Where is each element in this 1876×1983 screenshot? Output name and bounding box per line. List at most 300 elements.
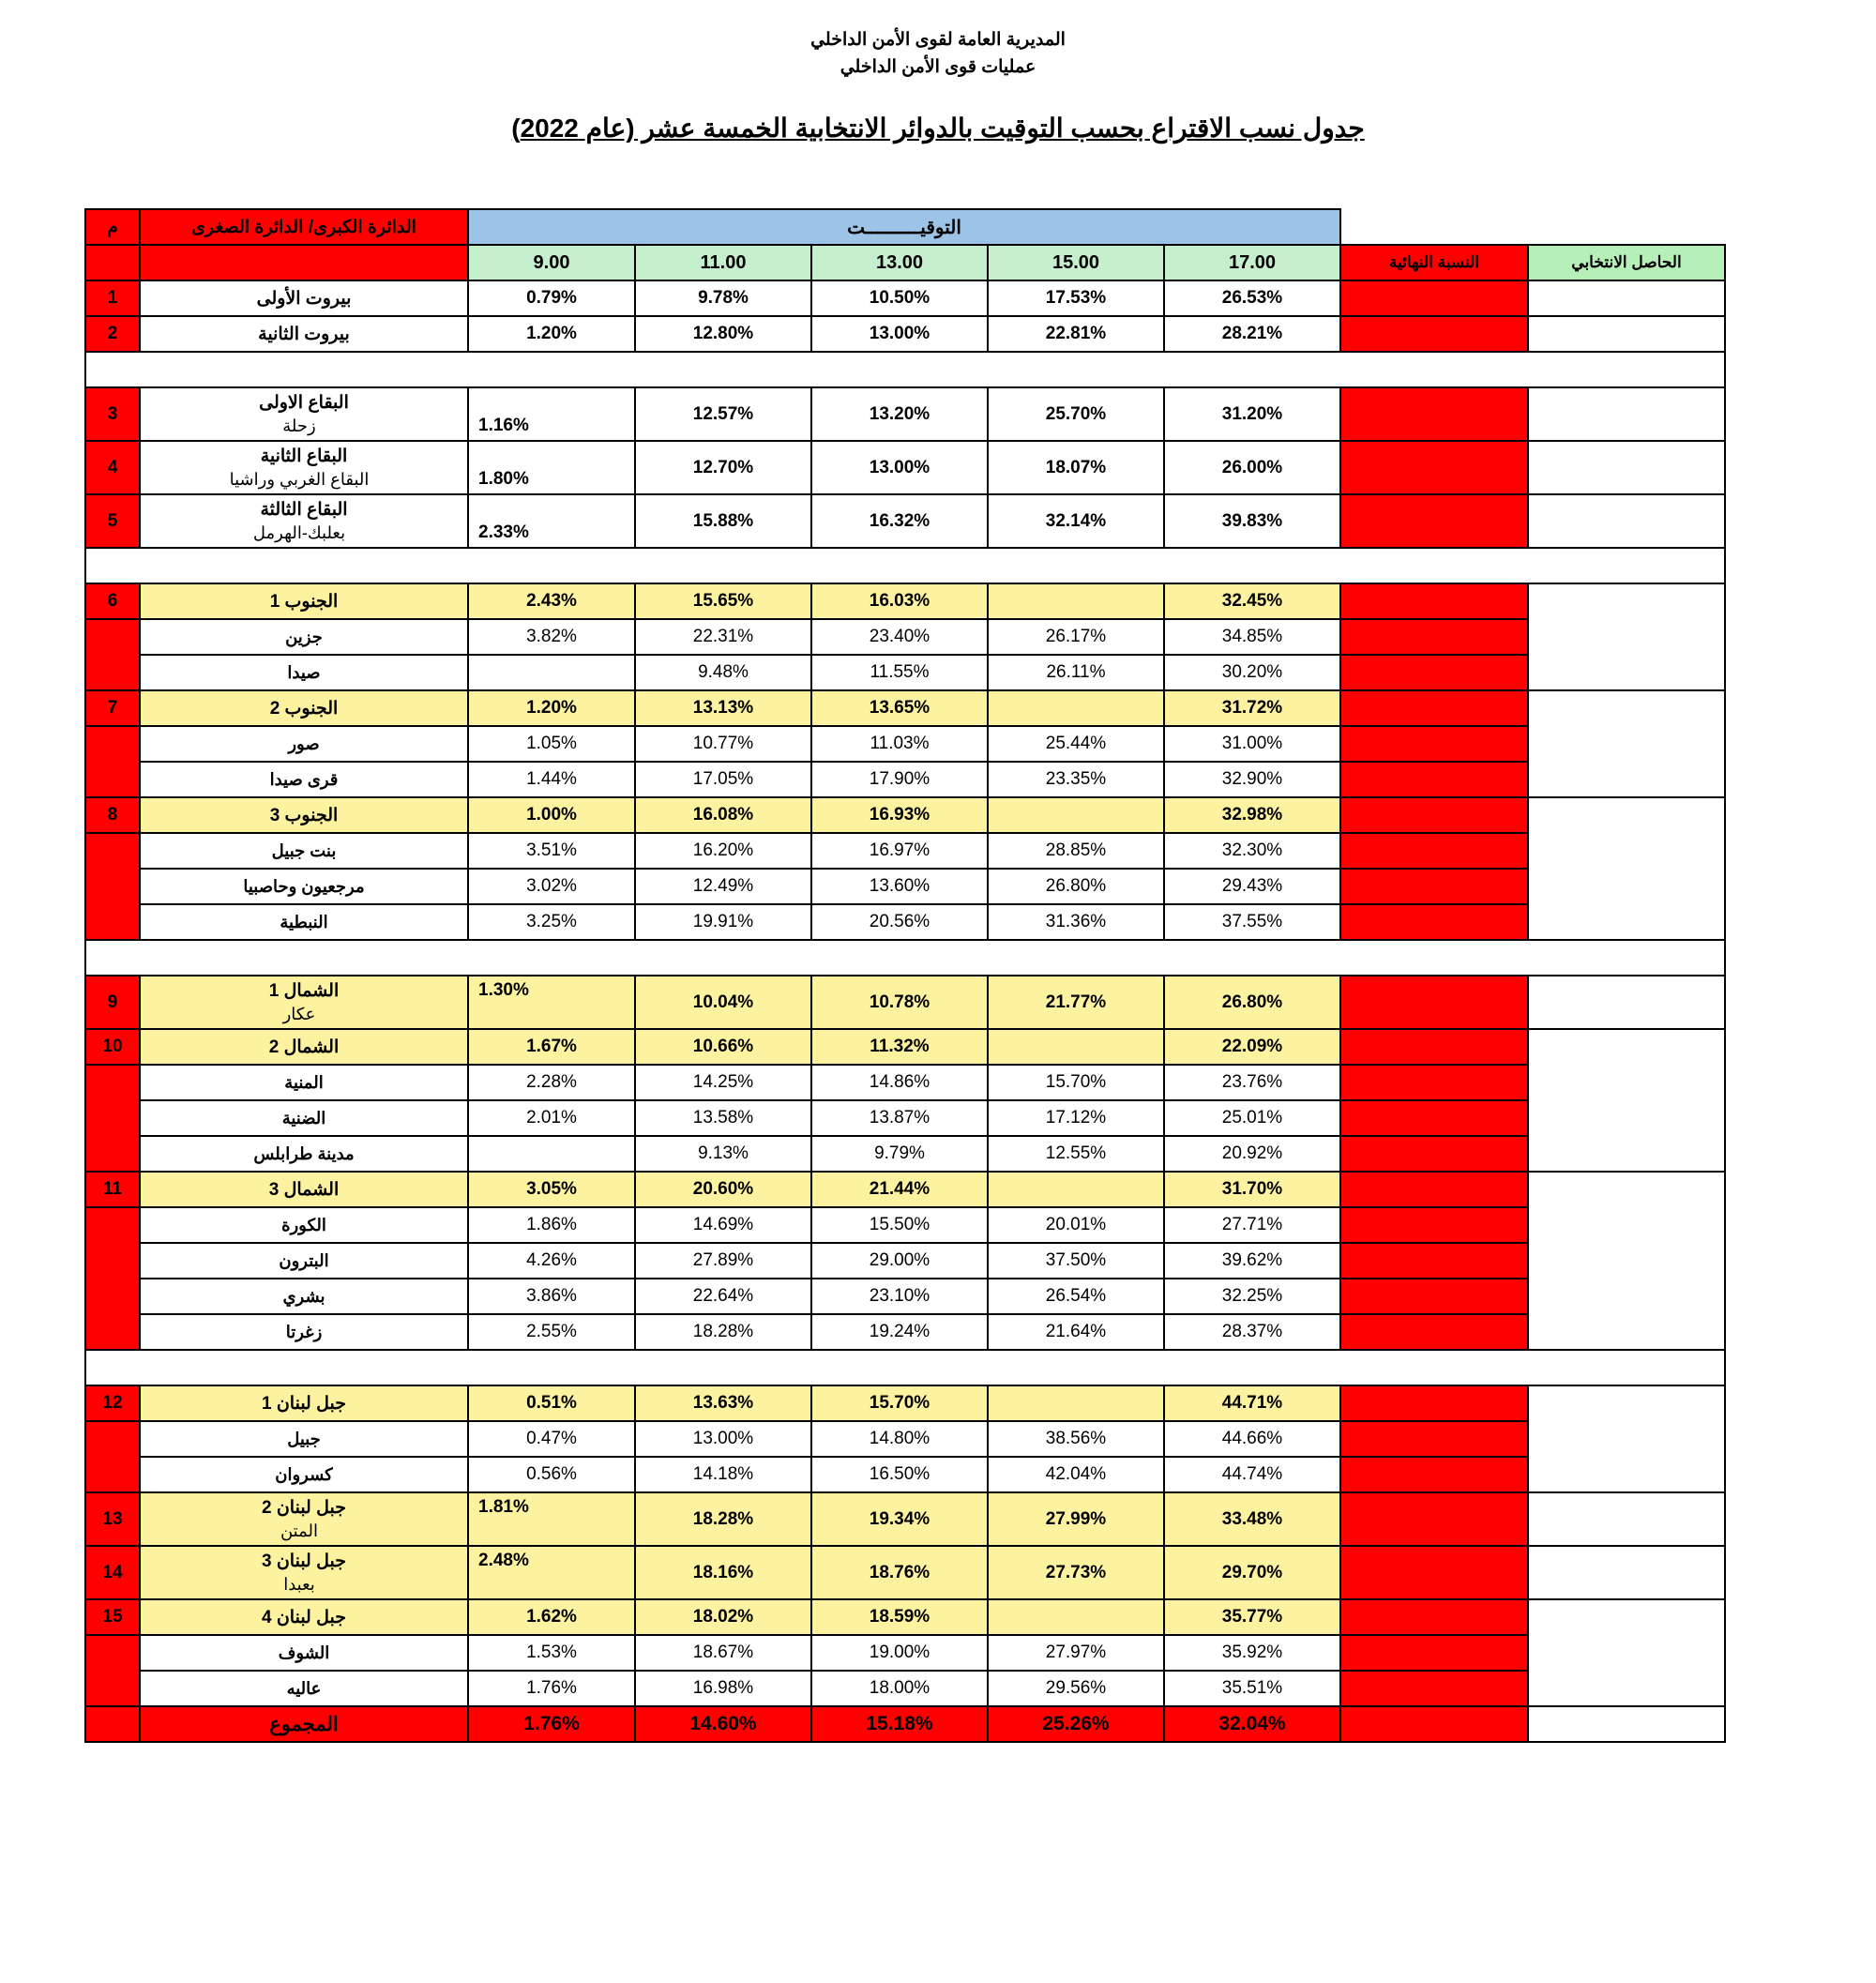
quota-cell <box>1528 1029 1725 1172</box>
value-t9 <box>468 655 635 690</box>
value-t11: 22.31% <box>635 619 811 655</box>
district-name: البقاع الاولى <box>259 392 349 413</box>
final-cell <box>1340 1421 1528 1457</box>
value-t13: 19.24% <box>811 1314 988 1350</box>
value-t11: 10.77% <box>635 726 811 762</box>
value-t9: 3.02% <box>468 869 635 904</box>
value-t17: 26.53% <box>1164 280 1340 316</box>
final-cell <box>1340 619 1528 655</box>
group-separator <box>85 1350 1725 1385</box>
table-row <box>85 441 1725 494</box>
final-cell <box>1340 904 1528 940</box>
value-t17: 34.85% <box>1164 619 1340 655</box>
final-cell <box>1340 316 1528 352</box>
value-t15: 32.14% <box>988 494 1164 548</box>
row-index-continued <box>85 619 140 690</box>
page-title: جدول نسب الاقتراع بحسب التوقيت بالدوائر الانتخابية الخمسة عشر (عام 2022) <box>511 114 1365 143</box>
table-row <box>85 1635 1725 1671</box>
value-t13: 15.50% <box>811 1207 988 1243</box>
value-t11: 9.13% <box>635 1136 811 1172</box>
row-index-continued <box>85 726 140 797</box>
value-t17: 37.55% <box>1164 904 1340 940</box>
value-t17: 20.92% <box>1164 1136 1340 1172</box>
value-t9: 1.00% <box>468 797 635 833</box>
value-t13: 16.32% <box>811 494 988 548</box>
row-index-continued <box>85 1421 140 1492</box>
sub-district-name: البترون <box>140 1243 468 1279</box>
value-t17: 32.90% <box>1164 762 1340 797</box>
value-t13: 14.80% <box>811 1421 988 1457</box>
value-t15: 25.70% <box>988 387 1164 441</box>
value-t15: 27.73% <box>988 1546 1164 1599</box>
org-line-2: عمليات قوى الأمن الداخلي <box>840 57 1036 78</box>
row-index: 6 <box>85 583 140 619</box>
value-t9: 1.53% <box>468 1635 635 1671</box>
table-row <box>85 1599 1725 1635</box>
value-t15: 28.85% <box>988 833 1164 869</box>
index-column-header: م <box>85 209 140 245</box>
value-t17: 25.01% <box>1164 1100 1340 1136</box>
quota-cell <box>1528 1492 1725 1546</box>
district-name-with-sub <box>140 976 468 1029</box>
index-column-header-2 <box>85 245 140 280</box>
table-row <box>85 1136 1725 1172</box>
table-row <box>85 1100 1725 1136</box>
value-t9: 1.05% <box>468 726 635 762</box>
value-t9: 0.51% <box>468 1385 635 1421</box>
value-t11: 12.80% <box>635 316 811 352</box>
time-header-9: 9.00 <box>468 245 635 280</box>
table-row <box>85 316 1725 352</box>
final-cell <box>1340 1029 1528 1065</box>
final-cell <box>1340 726 1528 762</box>
time-header-13: 13.00 <box>811 245 988 280</box>
quota-column-header: الحاصل الانتخابي <box>1528 245 1725 280</box>
value-t13: 11.55% <box>811 655 988 690</box>
row-index: 12 <box>85 1385 140 1421</box>
final-cell <box>1340 1314 1528 1350</box>
value-t11: 13.63% <box>635 1385 811 1421</box>
value-t11: 9.48% <box>635 655 811 690</box>
sub-district-name: مرجعيون وحاصبيا <box>140 869 468 904</box>
value-t17: 26.00% <box>1164 441 1340 494</box>
value-t13: 21.44% <box>811 1172 988 1207</box>
value-t9: 2.28% <box>468 1065 635 1100</box>
value-t17: 31.20% <box>1164 387 1340 441</box>
value-t13: 13.20% <box>811 387 988 441</box>
value-t13: 23.10% <box>811 1279 988 1314</box>
row-index-continued <box>85 1207 140 1350</box>
final-cell <box>1340 583 1528 619</box>
value-t15: 37.50% <box>988 1243 1164 1279</box>
value-t11: 22.64% <box>635 1279 811 1314</box>
value-t17: 44.74% <box>1164 1457 1340 1492</box>
final-cell <box>1340 1635 1528 1671</box>
quota-cell <box>1528 1599 1725 1706</box>
final-cell <box>1340 1279 1528 1314</box>
final-cell <box>1340 762 1528 797</box>
district-name: البقاع الثانية <box>260 446 348 466</box>
sub-district-name: بنت جبيل <box>140 833 468 869</box>
district-name-with-sub <box>140 1546 468 1599</box>
value-t9: 3.51% <box>468 833 635 869</box>
header-row-group <box>85 209 1725 245</box>
district-name-with-sub <box>140 441 468 494</box>
value-t17: 33.48% <box>1164 1492 1340 1546</box>
value-t17: 27.71% <box>1164 1207 1340 1243</box>
table-row <box>85 655 1725 690</box>
value-t15 <box>988 690 1164 726</box>
value-t15: 38.56% <box>988 1421 1164 1457</box>
value-t11: 13.00% <box>635 1421 811 1457</box>
value-t15: 12.55% <box>988 1136 1164 1172</box>
value-t11: 10.66% <box>635 1029 811 1065</box>
value-t13: 13.87% <box>811 1100 988 1136</box>
quota-cell <box>1528 1385 1725 1492</box>
quota-cell <box>1528 1546 1725 1599</box>
value-t9: 2.48% <box>468 1546 635 1599</box>
value-t13: 10.78% <box>811 976 988 1029</box>
value-t11: 16.08% <box>635 797 811 833</box>
table-row <box>85 690 1725 726</box>
value-t15 <box>988 1385 1164 1421</box>
value-t9: 2.43% <box>468 583 635 619</box>
sub-district-name: بعبدا <box>283 1575 315 1595</box>
quota-cell <box>1528 494 1725 548</box>
value-t17: 30.20% <box>1164 655 1340 690</box>
district-name: الجنوب 2 <box>140 690 468 726</box>
sub-district-name: جزين <box>140 619 468 655</box>
timing-group-header: التوقيــــــــــت <box>468 209 1340 245</box>
value-t11: 9.78% <box>635 280 811 316</box>
total-t13: 15.18% <box>811 1706 988 1742</box>
value-t15: 17.12% <box>988 1100 1164 1136</box>
district-name: جبل لبنان 4 <box>140 1599 468 1635</box>
final-cell <box>1340 1100 1528 1136</box>
value-t17: 28.21% <box>1164 316 1340 352</box>
value-t11: 18.02% <box>635 1599 811 1635</box>
value-t13: 20.56% <box>811 904 988 940</box>
district-name: بيروت الأولى <box>140 280 468 316</box>
value-t17: 35.77% <box>1164 1599 1340 1635</box>
district-column-header-2 <box>140 245 468 280</box>
row-index: 10 <box>85 1029 140 1065</box>
row-index: 15 <box>85 1599 140 1635</box>
final-cell <box>1340 690 1528 726</box>
district-name: جبل لبنان 1 <box>140 1385 468 1421</box>
district-name: الجنوب 3 <box>140 797 468 833</box>
sub-district-name: الضنية <box>140 1100 468 1136</box>
final-cell <box>1340 1599 1528 1635</box>
value-t15: 42.04% <box>988 1457 1164 1492</box>
value-t17: 32.30% <box>1164 833 1340 869</box>
table-row <box>85 1385 1725 1421</box>
value-t17: 39.62% <box>1164 1243 1340 1279</box>
value-t13: 13.00% <box>811 441 988 494</box>
value-t9: 1.44% <box>468 762 635 797</box>
value-t15: 23.35% <box>988 762 1164 797</box>
table-row <box>85 1671 1725 1706</box>
value-t13: 13.00% <box>811 316 988 352</box>
value-t13: 16.50% <box>811 1457 988 1492</box>
sub-district-name: جبيل <box>140 1421 468 1457</box>
district-name: الشمال 3 <box>140 1172 468 1207</box>
value-t11: 18.16% <box>635 1546 811 1599</box>
value-t15 <box>988 1599 1164 1635</box>
value-t15 <box>988 797 1164 833</box>
value-t17: 29.43% <box>1164 869 1340 904</box>
value-t13: 29.00% <box>811 1243 988 1279</box>
table-row <box>85 797 1725 833</box>
row-index-continued <box>85 833 140 940</box>
value-t13: 18.76% <box>811 1546 988 1599</box>
table-row <box>85 1172 1725 1207</box>
sub-district-name: زغرتا <box>140 1314 468 1350</box>
sub-district-name: بشري <box>140 1279 468 1314</box>
value-t13: 19.00% <box>811 1635 988 1671</box>
value-t11: 16.20% <box>635 833 811 869</box>
value-t11: 15.65% <box>635 583 811 619</box>
total-t17: 32.04% <box>1164 1706 1340 1742</box>
value-t13: 16.97% <box>811 833 988 869</box>
table-row <box>85 869 1725 904</box>
value-t15: 21.64% <box>988 1314 1164 1350</box>
value-t13: 19.34% <box>811 1492 988 1546</box>
row-index-continued <box>85 1635 140 1706</box>
final-cell <box>1340 494 1528 548</box>
sub-district-name: زحلة <box>282 416 316 436</box>
value-t9: 3.05% <box>468 1172 635 1207</box>
table-row <box>85 1207 1725 1243</box>
district-name: جبل لبنان 2 <box>261 1497 346 1518</box>
table-row <box>85 1243 1725 1279</box>
value-t9: 1.62% <box>468 1599 635 1635</box>
voting-percentage-table <box>84 208 1726 1743</box>
total-row <box>85 1706 1725 1742</box>
group-separator <box>85 548 1725 583</box>
table-row <box>85 1029 1725 1065</box>
value-t11: 10.04% <box>635 976 811 1029</box>
table-row <box>85 583 1725 619</box>
table-row <box>85 762 1725 797</box>
district-name: البقاع الثالثة <box>260 499 348 520</box>
table-row <box>85 1457 1725 1492</box>
quota-cell <box>1528 976 1725 1029</box>
district-name-with-sub <box>140 387 468 441</box>
final-cell <box>1340 797 1528 833</box>
value-t15: 26.54% <box>988 1279 1164 1314</box>
value-t15: 26.11% <box>988 655 1164 690</box>
group-separator <box>85 940 1725 976</box>
value-t11: 15.88% <box>635 494 811 548</box>
quota-cell <box>1528 441 1725 494</box>
value-t13: 10.50% <box>811 280 988 316</box>
final-cell <box>1340 1136 1528 1172</box>
value-t9: 3.25% <box>468 904 635 940</box>
value-t17: 26.80% <box>1164 976 1340 1029</box>
sub-district-name: قرى صيدا <box>140 762 468 797</box>
value-t13: 11.32% <box>811 1029 988 1065</box>
sub-district-name: صيدا <box>140 655 468 690</box>
value-t11: 14.18% <box>635 1457 811 1492</box>
district-name-with-sub <box>140 1492 468 1546</box>
value-t11: 27.89% <box>635 1243 811 1279</box>
row-index: 1 <box>85 280 140 316</box>
organization-header <box>694 26 1182 82</box>
value-t11: 14.69% <box>635 1207 811 1243</box>
value-t15: 31.36% <box>988 904 1164 940</box>
value-t15: 25.44% <box>988 726 1164 762</box>
value-t9: 4.26% <box>468 1243 635 1279</box>
table-row <box>85 976 1725 1029</box>
value-t9: 1.76% <box>468 1671 635 1706</box>
final-column-header: النسبة النهائية <box>1340 245 1528 280</box>
value-t11: 14.25% <box>635 1065 811 1100</box>
district-column-header: الدائرة الكبرى/ الدائرة الصغرى <box>140 209 468 245</box>
total-t9: 1.76% <box>468 1706 635 1742</box>
spacer-cell-quota <box>1528 209 1725 245</box>
value-t13: 11.03% <box>811 726 988 762</box>
value-t17: 35.92% <box>1164 1635 1340 1671</box>
sub-district-name: البقاع الغربي وراشيا <box>229 470 370 490</box>
final-cell <box>1340 1706 1528 1742</box>
value-t17: 22.09% <box>1164 1029 1340 1065</box>
quota-cell <box>1528 280 1725 316</box>
final-cell <box>1340 655 1528 690</box>
org-line-1: المديرية العامة لقوى الأمن الداخلي <box>810 30 1066 50</box>
total-t15: 25.26% <box>988 1706 1164 1742</box>
sub-district-name: صور <box>140 726 468 762</box>
table-row <box>85 1065 1725 1100</box>
value-t13: 13.60% <box>811 869 988 904</box>
value-t13: 16.93% <box>811 797 988 833</box>
table-row <box>85 1421 1725 1457</box>
value-t17: 31.72% <box>1164 690 1340 726</box>
final-cell <box>1340 1243 1528 1279</box>
district-name: جبل لبنان 3 <box>261 1551 346 1571</box>
table-body-south <box>85 583 1725 976</box>
spacer-cell-final <box>1340 209 1528 245</box>
value-t9: 1.16% <box>468 387 635 441</box>
final-cell <box>1340 1207 1528 1243</box>
final-cell <box>1340 1172 1528 1207</box>
value-t11: 18.28% <box>635 1492 811 1546</box>
row-index: 8 <box>85 797 140 833</box>
value-t17: 32.98% <box>1164 797 1340 833</box>
value-t13: 17.90% <box>811 762 988 797</box>
quota-cell <box>1528 1706 1725 1742</box>
value-t17: 23.76% <box>1164 1065 1340 1100</box>
value-t9: 0.47% <box>468 1421 635 1457</box>
final-cell <box>1340 1457 1528 1492</box>
value-t11: 17.05% <box>635 762 811 797</box>
value-t15: 15.70% <box>988 1065 1164 1100</box>
table-row <box>85 904 1725 940</box>
final-cell <box>1340 1385 1528 1421</box>
quota-cell <box>1528 1172 1725 1350</box>
value-t15: 26.17% <box>988 619 1164 655</box>
total-label: المجموع <box>140 1706 468 1742</box>
value-t17: 44.66% <box>1164 1421 1340 1457</box>
value-t9: 2.01% <box>468 1100 635 1136</box>
value-t11: 16.98% <box>635 1671 811 1706</box>
value-t17: 32.25% <box>1164 1279 1340 1314</box>
value-t9: 1.67% <box>468 1029 635 1065</box>
table-body-bekaa <box>85 387 1725 583</box>
final-cell <box>1340 1492 1528 1546</box>
quota-cell <box>1528 583 1725 690</box>
row-index: 9 <box>85 976 140 1029</box>
sub-district-name: الشوف <box>140 1635 468 1671</box>
time-header-11: 11.00 <box>635 245 811 280</box>
table-row <box>85 494 1725 548</box>
district-name: بيروت الثانية <box>140 316 468 352</box>
row-index-continued <box>85 1065 140 1172</box>
row-index: 7 <box>85 690 140 726</box>
table-body-north <box>85 976 1725 1385</box>
value-t15: 20.01% <box>988 1207 1164 1243</box>
value-t9: 1.80% <box>468 441 635 494</box>
quota-cell <box>1528 387 1725 441</box>
sub-district-name: بعلبك-الهرمل <box>252 523 346 543</box>
quota-cell <box>1528 690 1725 797</box>
table-row <box>85 1314 1725 1350</box>
value-t13: 9.79% <box>811 1136 988 1172</box>
district-name-with-sub <box>140 494 468 548</box>
value-t9: 2.55% <box>468 1314 635 1350</box>
district-name: الشمال 2 <box>140 1029 468 1065</box>
value-t13: 15.70% <box>811 1385 988 1421</box>
value-t9: 1.20% <box>468 316 635 352</box>
value-t9: 1.81% <box>468 1492 635 1546</box>
quota-cell <box>1528 797 1725 940</box>
value-t15 <box>988 583 1164 619</box>
table-row <box>85 1546 1725 1599</box>
row-index: 2 <box>85 316 140 352</box>
quota-cell <box>1528 316 1725 352</box>
final-cell <box>1340 280 1528 316</box>
group-separator <box>85 352 1725 387</box>
value-t17: 31.70% <box>1164 1172 1340 1207</box>
table-row <box>85 619 1725 655</box>
value-t11: 18.28% <box>635 1314 811 1350</box>
value-t9: 0.56% <box>468 1457 635 1492</box>
final-cell <box>1340 976 1528 1029</box>
value-t15: 22.81% <box>988 316 1164 352</box>
sub-district-name: عاليه <box>140 1671 468 1706</box>
total-index <box>85 1706 140 1742</box>
value-t17: 39.83% <box>1164 494 1340 548</box>
value-t15: 27.99% <box>988 1492 1164 1546</box>
value-t15: 18.07% <box>988 441 1164 494</box>
table-row <box>85 280 1725 316</box>
row-index: 14 <box>85 1546 140 1599</box>
value-t15: 21.77% <box>988 976 1164 1029</box>
value-t11: 13.58% <box>635 1100 811 1136</box>
value-t13: 18.00% <box>811 1671 988 1706</box>
table-body-beirut <box>85 280 1725 387</box>
value-t9: 1.30% <box>468 976 635 1029</box>
value-t9: 2.33% <box>468 494 635 548</box>
value-t13: 23.40% <box>811 619 988 655</box>
value-t11: 20.60% <box>635 1172 811 1207</box>
value-t15 <box>988 1029 1164 1065</box>
district-name: الشمال 1 <box>268 980 340 1001</box>
value-t17: 35.51% <box>1164 1671 1340 1706</box>
value-t9 <box>468 1136 635 1172</box>
table-row <box>85 1279 1725 1314</box>
value-t15 <box>988 1172 1164 1207</box>
